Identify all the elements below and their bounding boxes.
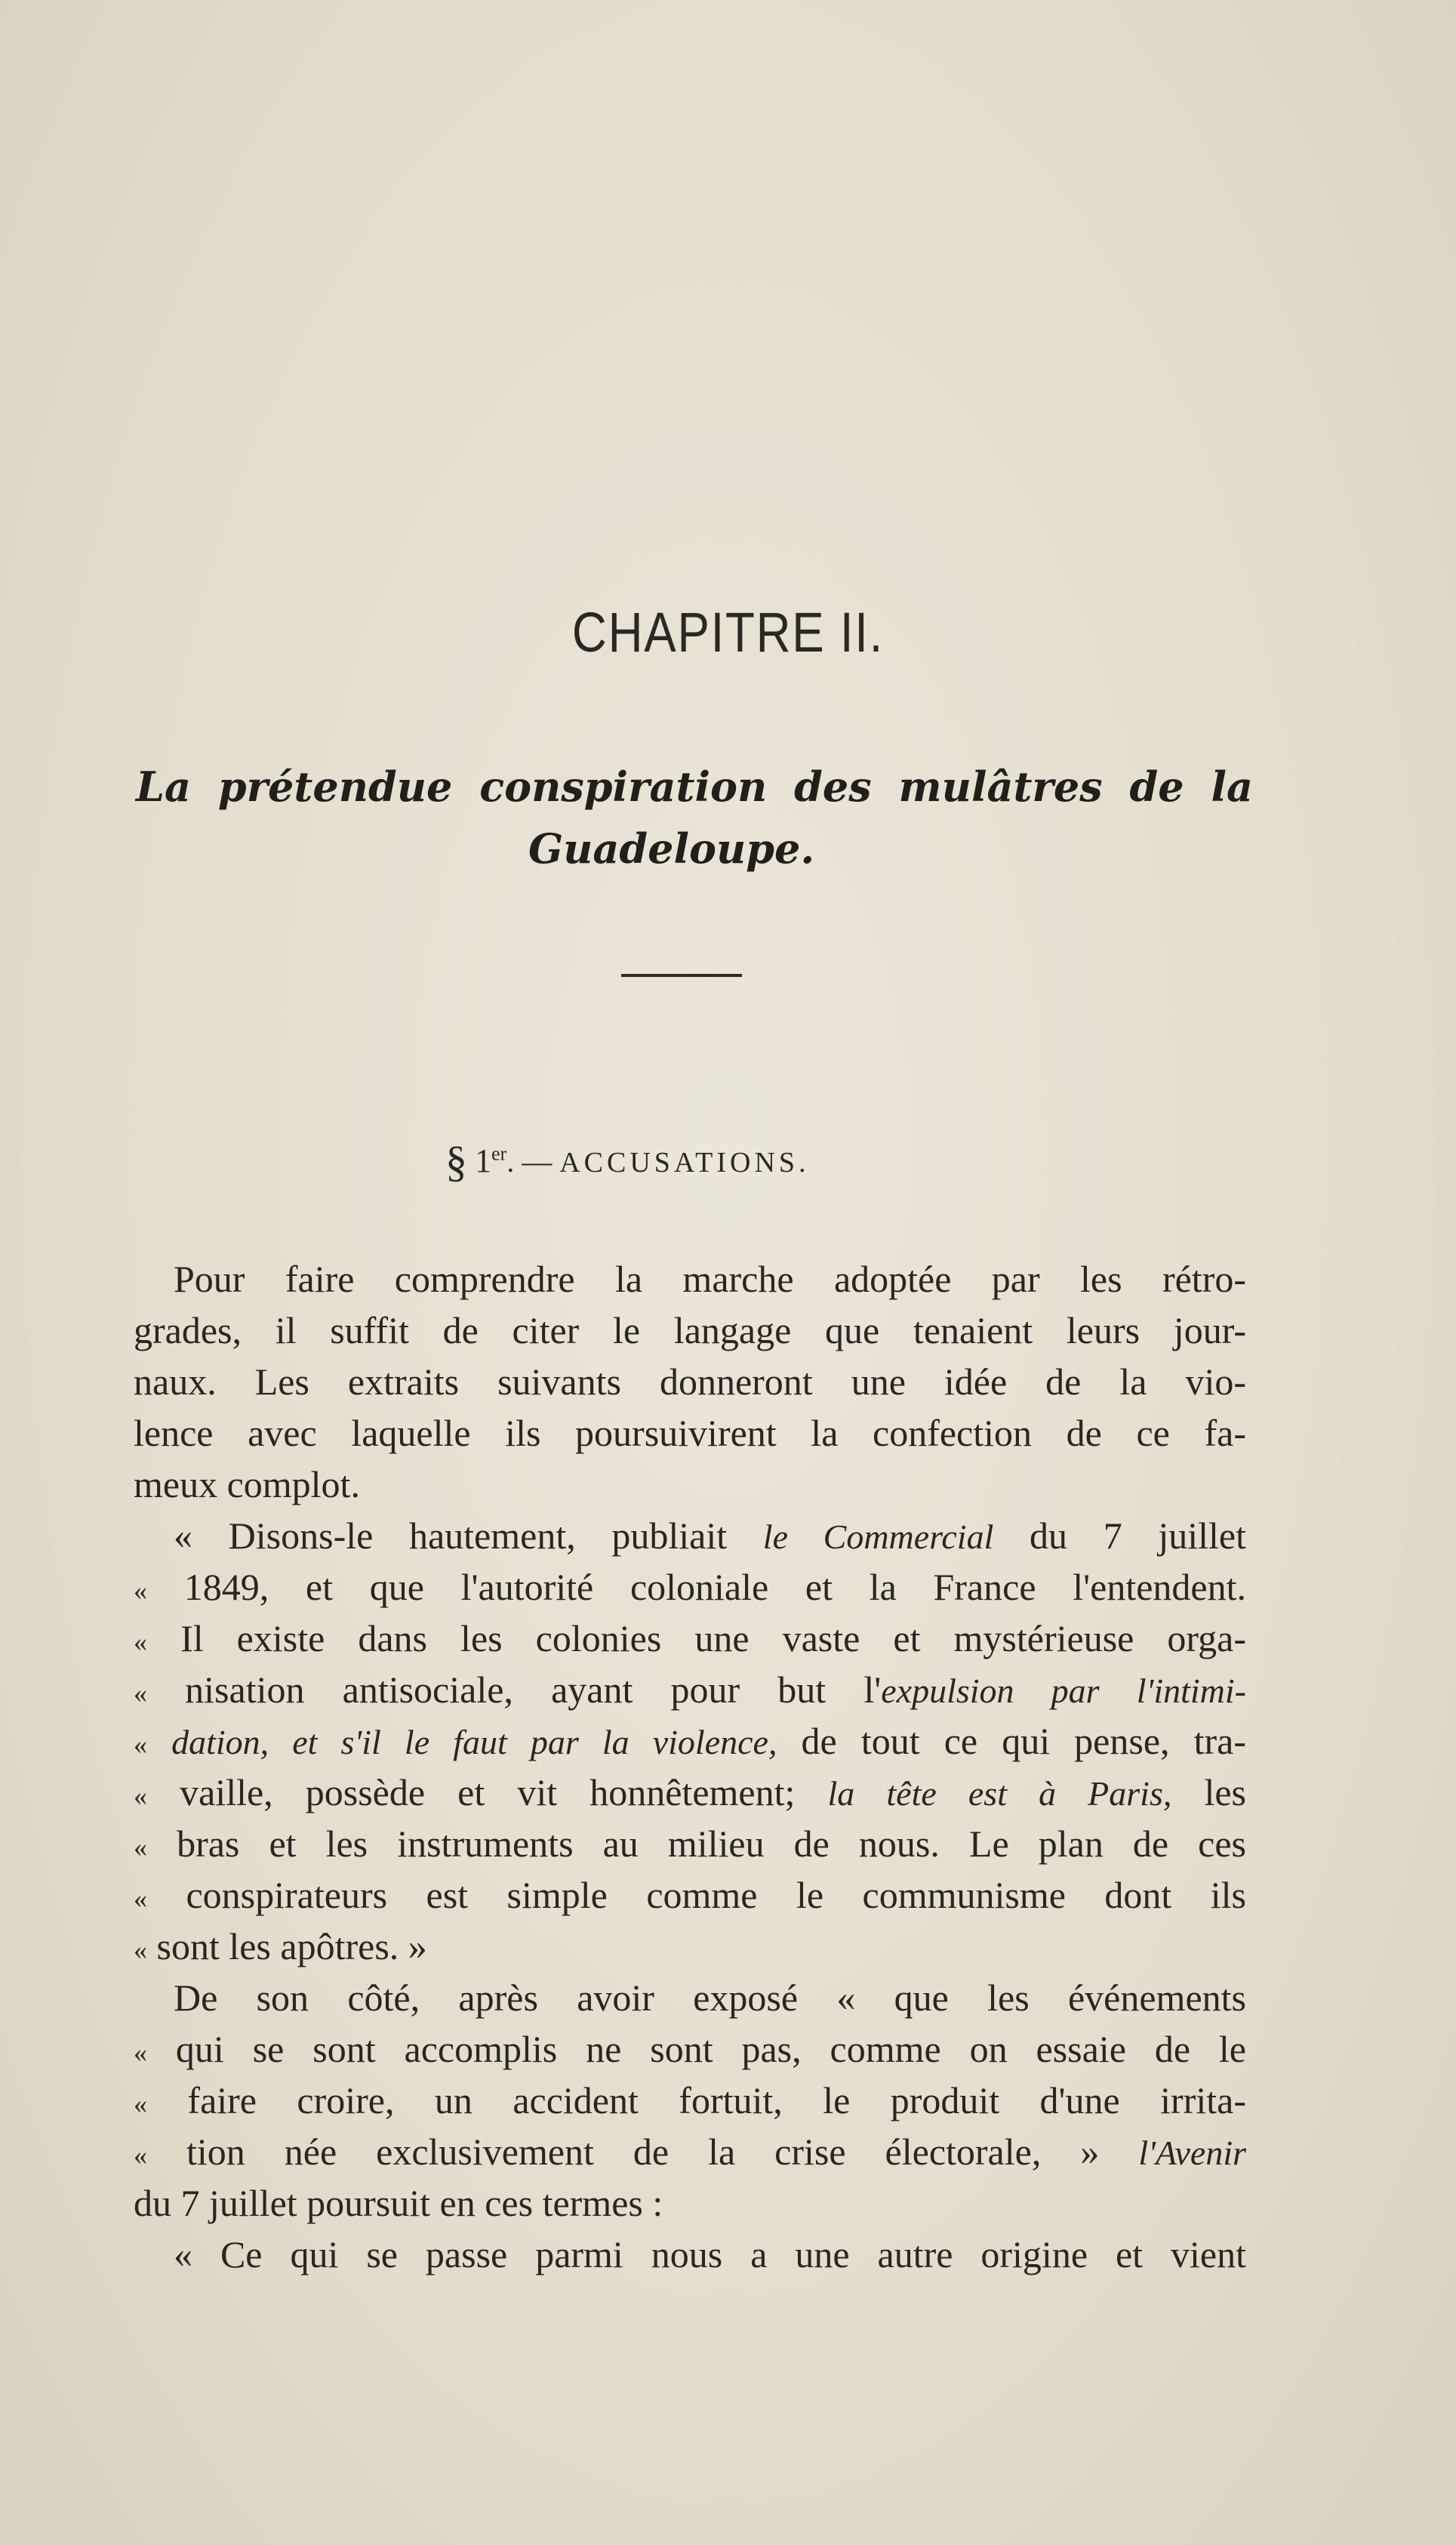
body-line: « Ce qui se passe parmi nous a une autre origine et vient [174, 2233, 1246, 2275]
body-line: lence avec laquelle ils poursuivirent la confection de ce fa- [134, 1412, 1246, 1454]
body-line: « sont les apôtres. » [134, 1925, 427, 1967]
body-line: « Disons-le hautement, publiait le Commercial du 7 juillet [174, 1514, 1246, 1557]
section-heading [445, 1136, 810, 1187]
body-line: « tion née exclusivement de la crise électorale, » l'Avenir [134, 2131, 1247, 2173]
body-line: meux complot. [134, 1463, 360, 1505]
body-line: « nisation antisociale, ayant pour but l'expulsion par l'intimi- [134, 1668, 1247, 1711]
body-line: De son côté, après avoir exposé « que les événements [174, 1977, 1246, 2019]
body-line: « bras et les instruments au milieu de nous. Le plan de ces [134, 1822, 1247, 1865]
section-title: ACCUSATIONS. [559, 1147, 810, 1179]
body-line: du 7 juillet poursuit en ces termes : [134, 2182, 663, 2224]
body-line: Pour faire comprendre la marche adoptée par les rétro- [174, 1258, 1246, 1300]
body-line: grades, il suffit de citer le langage que tenaient leurs jour- [134, 1309, 1246, 1351]
body-line: naux. Les extraits suivants donneront une idée de la vio- [134, 1360, 1246, 1403]
body-line: « conspirateurs est simple comme le communisme dont ils [134, 1874, 1246, 1916]
chapter-subtitle-line-1: La prétendue conspiration des mulâtres de la [136, 763, 1253, 811]
body-line: « faire croire, un accident fortuit, le produit d'une irrita- [134, 2079, 1246, 2121]
section-number: 1er [475, 1142, 507, 1179]
body-line: « Il existe dans les colonies une vaste et mystérieuse orga- [134, 1617, 1247, 1659]
chapter-subtitle-line-2: Guadeloupe. [528, 824, 815, 873]
body-line: « dation, et s'il le faut par la violence, de tout ce qui pense, tra- [134, 1720, 1246, 1762]
title-divider-rule [621, 974, 742, 977]
body-line: « qui se sont accomplis ne sont pas, comme on essaie de le [134, 2028, 1246, 2070]
section-dash: . — [506, 1145, 553, 1179]
body-line: « 1849, et que l'autorité coloniale et la France l'entendent. [134, 1566, 1247, 1608]
section-symbol: § [445, 1137, 467, 1186]
chapter-title: CHAPITRE II. [571, 601, 885, 664]
body-line: « vaille, possède et vit honnêtement; la tête est à Paris, les [134, 1771, 1247, 1813]
